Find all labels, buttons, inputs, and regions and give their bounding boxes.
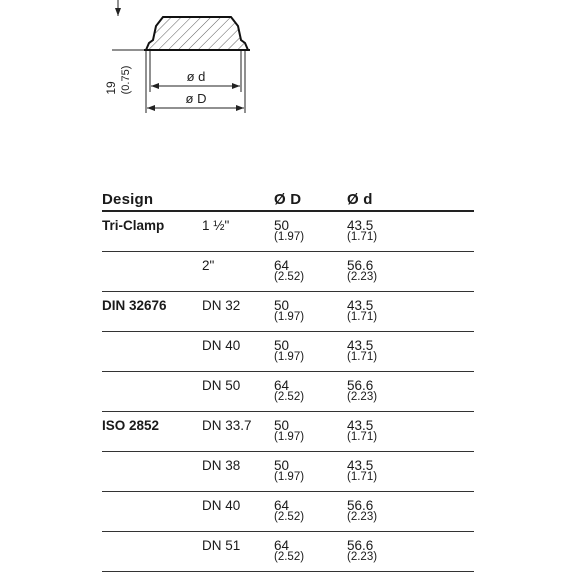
design-cell: ISO 2852 xyxy=(102,418,160,433)
table-row xyxy=(102,252,474,292)
outer-diameter-cell: 64 (2.52) xyxy=(274,378,305,403)
table-row xyxy=(102,452,474,492)
inner-diameter-cell: 56.6 (2.23) xyxy=(347,538,378,563)
size-cell: DN 33.7 xyxy=(202,418,252,433)
inner-diameter-cell: 43.5 (1.71) xyxy=(347,418,378,443)
inner-diameter-cell: 56.6 (2.23) xyxy=(347,258,378,283)
size-cell: 1 ½" xyxy=(202,218,230,233)
height-value-label: 19 xyxy=(104,81,118,95)
table-row xyxy=(102,532,474,572)
size-cell: DN 40 xyxy=(202,338,241,353)
table-row xyxy=(102,292,474,332)
header-design: Design xyxy=(102,191,154,208)
inner-diameter-cell: 56.6 (2.23) xyxy=(347,498,378,523)
header-outer-diameter: Ø D xyxy=(274,191,302,208)
seal-profile xyxy=(146,17,248,50)
size-cell: DN 51 xyxy=(202,538,241,553)
size-cell: DN 38 xyxy=(202,458,241,473)
inner-diameter-cell: 56.6 (2.23) xyxy=(347,378,378,403)
table-row xyxy=(102,212,474,252)
table-row xyxy=(102,412,474,452)
technical-drawing xyxy=(0,0,575,140)
table-row xyxy=(102,332,474,372)
table-header xyxy=(102,187,474,212)
outer-diameter-cell: 50 (1.97) xyxy=(274,298,305,323)
outer-diameter-cell: 50 (1.97) xyxy=(274,218,305,243)
outer-diameter-label: ø D xyxy=(185,91,207,106)
table-row xyxy=(102,372,474,412)
design-cell: Tri-Clamp xyxy=(102,218,165,233)
inner-diameter-cell: 43.5 (1.71) xyxy=(347,218,378,243)
size-cell: DN 40 xyxy=(202,498,241,513)
outer-diameter-cell: 50 (1.97) xyxy=(274,418,305,443)
size-cell: DN 50 xyxy=(202,378,241,393)
header-inner-diameter: Ø d xyxy=(347,191,373,208)
outer-diameter-cell: 50 (1.97) xyxy=(274,338,305,363)
design-cell: DIN 32676 xyxy=(102,298,167,313)
outer-diameter-cell: 64 (2.52) xyxy=(274,498,305,523)
inner-diameter-cell: 43.5 (1.71) xyxy=(347,298,378,323)
outer-diameter-cell: 50 (1.97) xyxy=(274,458,305,483)
inner-diameter-label: ø d xyxy=(186,69,206,84)
outer-diameter-cell: 64 (2.52) xyxy=(274,258,305,283)
table-row xyxy=(102,492,474,532)
outer-diameter-cell: 64 (2.52) xyxy=(274,538,305,563)
inner-diameter-cell: 43.5 (1.71) xyxy=(347,338,378,363)
size-cell: 2" xyxy=(202,258,215,273)
dimension-table xyxy=(102,187,474,572)
inner-diameter-cell: 43.5 (1.71) xyxy=(347,458,378,483)
height-inch-label: (0.75) xyxy=(120,65,132,95)
size-cell: DN 32 xyxy=(202,298,241,313)
